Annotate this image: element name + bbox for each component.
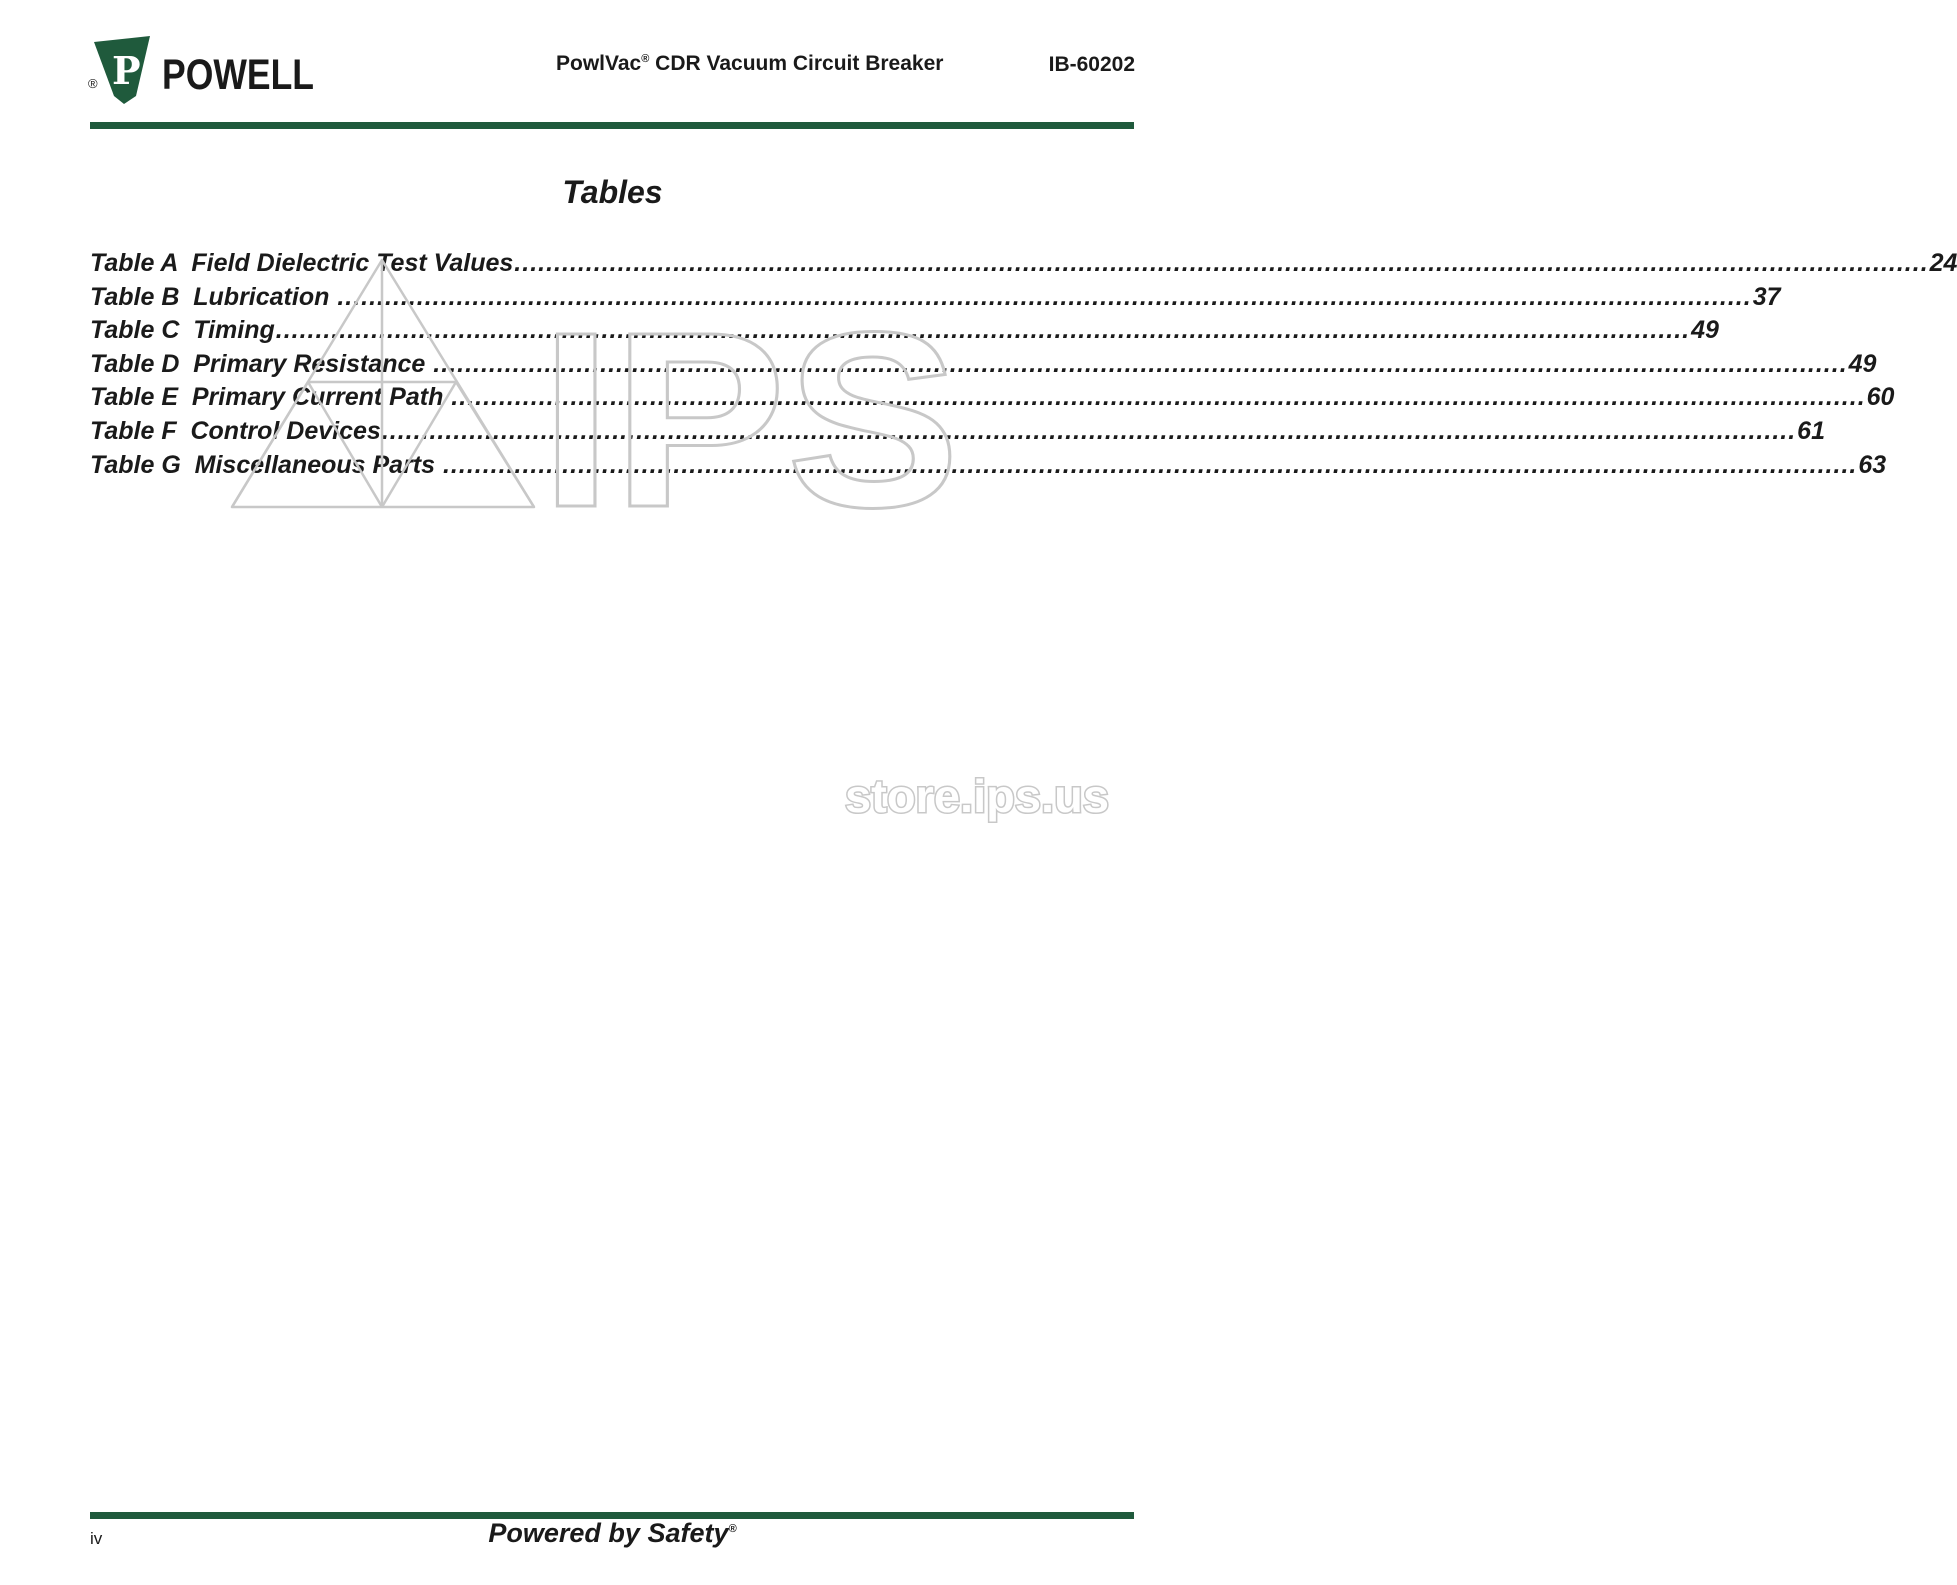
dot-leader xyxy=(433,348,1847,382)
toc-entry-page: 60 xyxy=(1866,383,1895,412)
logo-reg-mark: ® xyxy=(88,76,98,91)
document-number: IB-60202 xyxy=(1048,53,1135,76)
toc-entry-label: Table C Timing xyxy=(90,316,275,345)
header-rule xyxy=(90,122,1134,129)
logo-text: POWELL xyxy=(162,51,314,99)
watermark-url: store.ips.us xyxy=(845,770,1109,822)
toc-entry[interactable] xyxy=(90,247,1957,281)
footer-tagline: Powered by Safety® xyxy=(488,1518,737,1548)
dot-leader xyxy=(514,247,1928,281)
dot-leader xyxy=(443,449,1857,483)
toc-entry[interactable] xyxy=(90,314,1719,348)
toc-entry-label: Table B Lubrication xyxy=(90,282,337,311)
page-title: Tables xyxy=(562,174,663,210)
toc-entry-page: 49 xyxy=(1848,349,1877,378)
document-title: PowlVac® CDR Vacuum Circuit Breaker xyxy=(556,52,944,75)
toc-entry-page: 61 xyxy=(1797,416,1825,445)
toc-entry-label: Table A Field Dielectric Test Values xyxy=(90,249,514,277)
page-header xyxy=(0,0,1225,130)
svg-text:P: P xyxy=(112,48,141,93)
toc-entry[interactable] xyxy=(90,381,1895,415)
powell-logo xyxy=(86,36,326,108)
toc-entry[interactable] xyxy=(90,415,1825,449)
toc-entry[interactable] xyxy=(90,348,1877,382)
dot-leader xyxy=(382,415,1796,449)
watermark-letters: IPS xyxy=(540,280,960,559)
tables-list xyxy=(90,247,1957,482)
page-number: iv xyxy=(90,1529,103,1548)
toc-entry-page: 37 xyxy=(1752,282,1781,311)
toc-entry-label: Table D Primary Resistance xyxy=(90,349,433,378)
toc-entry-label: Table G Miscellaneous Parts xyxy=(90,450,442,479)
toc-entry[interactable] xyxy=(90,281,1781,315)
toc-entry-page: 24 xyxy=(1929,249,1957,277)
toc-entry-label: Table F Control Devices xyxy=(90,416,381,445)
dot-leader xyxy=(337,281,1751,315)
toc-entry-page: 49 xyxy=(1691,316,1719,345)
toc-entry-page: 63 xyxy=(1858,450,1887,479)
toc-entry[interactable] xyxy=(90,449,1887,483)
dot-leader xyxy=(276,314,1690,348)
toc-entry-label: Table E Primary Current Path xyxy=(90,383,451,412)
dot-leader xyxy=(451,381,1865,415)
